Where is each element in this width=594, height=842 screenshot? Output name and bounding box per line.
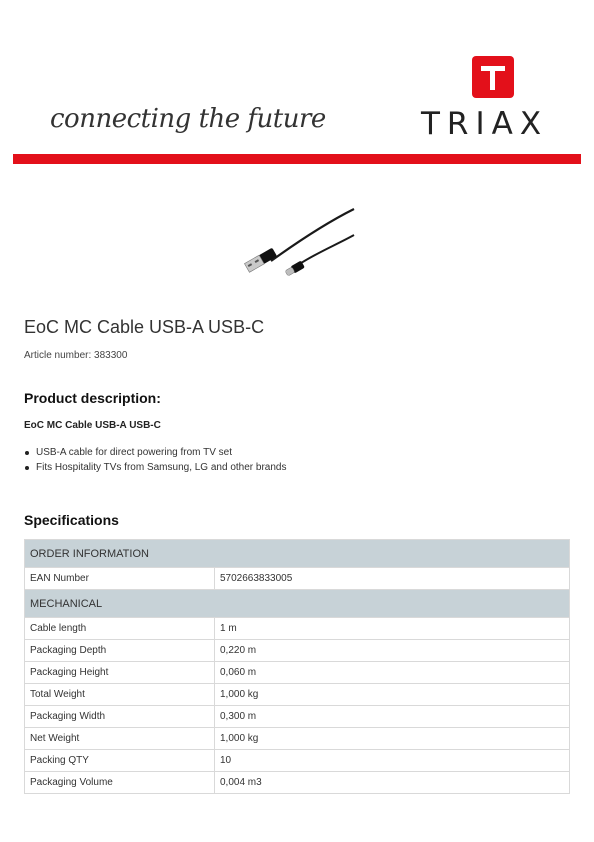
table-row: [25, 728, 570, 750]
spec-value: 0,300 m: [215, 706, 570, 728]
bullet-icon: [25, 451, 29, 455]
product-title: EoC MC Cable USB-A USB-C: [24, 317, 265, 337]
spec-label: Packaging Height: [25, 662, 215, 684]
table-row: [25, 706, 570, 728]
spec-value: 0,220 m: [215, 640, 570, 662]
table-row: [25, 662, 570, 684]
spec-label: Cable length: [25, 618, 215, 640]
spec-label: Packaging Width: [25, 706, 215, 728]
list-item: Fits Hospitality TVs from Samsung, LG and other brands: [24, 461, 286, 476]
spec-label: Packaging Volume: [25, 772, 215, 794]
bullet-icon: [25, 466, 29, 470]
description-heading: Product description:: [24, 390, 161, 406]
tagline: connecting the future: [50, 104, 326, 134]
specifications-heading: Specifications: [24, 512, 119, 528]
header-divider: [13, 154, 581, 164]
spec-label: Total Weight: [25, 684, 215, 706]
spec-value: 1 m: [215, 618, 570, 640]
table-section-header: ORDER INFORMATION: [25, 540, 570, 568]
spec-value: 0,004 m3: [215, 772, 570, 794]
article-number: Article number: 383300: [24, 350, 128, 361]
spec-value: 5702663833005: [215, 568, 570, 590]
list-item: USB-A cable for direct powering from TV set: [24, 446, 286, 461]
spec-label: Net Weight: [25, 728, 215, 750]
logo-mark-icon: [472, 56, 514, 98]
spec-value: 1,000 kg: [215, 684, 570, 706]
feature-list: [24, 446, 286, 476]
table-row: [25, 568, 570, 590]
specifications-table: [24, 539, 570, 794]
spec-label: EAN Number: [25, 568, 215, 590]
description-subheading: EoC MC Cable USB-A USB-C: [24, 420, 161, 431]
spec-value: 10: [215, 750, 570, 772]
spec-label: Packing QTY: [25, 750, 215, 772]
spec-value: 1,000 kg: [215, 728, 570, 750]
table-row: [25, 772, 570, 794]
table-row: [25, 618, 570, 640]
table-row: [25, 684, 570, 706]
brand-name: TRIAX: [421, 106, 549, 142]
usb-cable-image: [236, 203, 356, 285]
table-section-header: MECHANICAL: [25, 590, 570, 618]
spec-value: 0,060 m: [215, 662, 570, 684]
table-row: [25, 640, 570, 662]
spec-label: Packaging Depth: [25, 640, 215, 662]
table-row: [25, 750, 570, 772]
